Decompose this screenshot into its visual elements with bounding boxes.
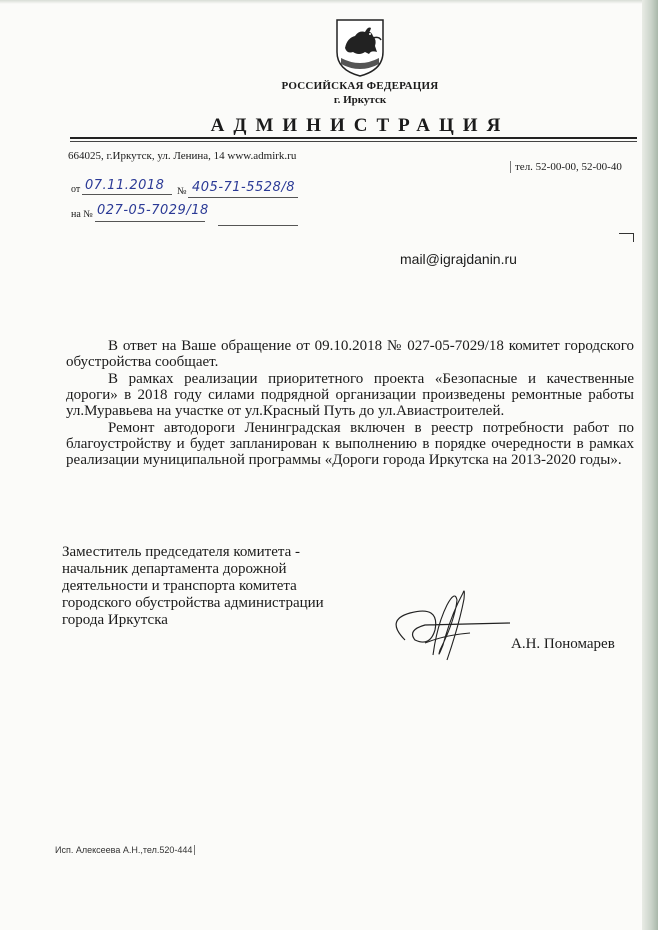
- date-value: 07.11.2018: [85, 178, 165, 193]
- signatory-name: А.Н. Пономарев: [511, 636, 615, 652]
- reply-number: 027-05-7029/18: [97, 203, 209, 218]
- header-divider: [70, 137, 637, 139]
- number-symbol: №: [177, 186, 187, 197]
- header-divider-thin: [70, 141, 637, 142]
- signatory-position: [62, 544, 362, 629]
- position-line: деятельности и транспорта комитета: [62, 578, 297, 594]
- body-paragraph-1: В ответ на Ваше обращение от 09.10.2018 № 027-05-7029/18 комитет городского обустройства сообщает.: [66, 338, 634, 370]
- scan-top-edge: [0, 0, 658, 4]
- document-issuer-title: АДМИНИСТРАЦИЯ: [210, 115, 510, 136]
- position-line: городского обустройства администрации: [62, 595, 324, 611]
- recipient-email: mail@igrajdanin.ru: [400, 251, 517, 267]
- scan-right-edge: [642, 0, 658, 930]
- outgoing-number: 405-71-5528/8: [192, 180, 295, 195]
- position-line: начальник департамента дорожной: [62, 561, 287, 577]
- country-name: РОССИЙСКАЯ ФЕДЕРАЦИЯ: [281, 80, 439, 92]
- date-label: от: [71, 184, 81, 195]
- body-paragraph-2: В рамках реализации приоритетного проекта «Безопасные и качественные дороги» в 2018 году силами подрядной организации произведены ремонтные работы ул.Муравьева на участке от ул.Красный Путь до ул.Авиастроителей.: [66, 371, 634, 419]
- reply-label: на №: [71, 209, 93, 220]
- issuer-address: 664025, г.Иркутск, ул. Ленина, 14 www.admirk.ru: [68, 150, 297, 162]
- reply-underline: [95, 221, 205, 222]
- position-line: города Иркутска: [62, 612, 168, 628]
- address-block-corner: [619, 233, 634, 242]
- city-name: г. Иркутск: [333, 94, 387, 106]
- issuer-phones: тел. 52-00-00, 52-00-40: [510, 161, 622, 173]
- executor-note: Исп. Алексеева А.Н.,тел.520-444: [55, 845, 195, 855]
- number-underline: [188, 197, 298, 198]
- date-underline: [82, 194, 172, 195]
- handwritten-signature: [385, 585, 525, 675]
- body-paragraph-3: Ремонт автодороги Ленинградская включен в реестр потребности работ по благоустройству и будет запланирован к выполнению в порядке очередности в рамках реализации муниципальной программы «Дороги города Иркутска на 2013-2020 годы».: [66, 420, 634, 468]
- position-line: Заместитель председателя комитета -: [62, 544, 301, 560]
- reply-underline-extra: [218, 225, 298, 226]
- coat-of-arms-icon: [335, 18, 385, 78]
